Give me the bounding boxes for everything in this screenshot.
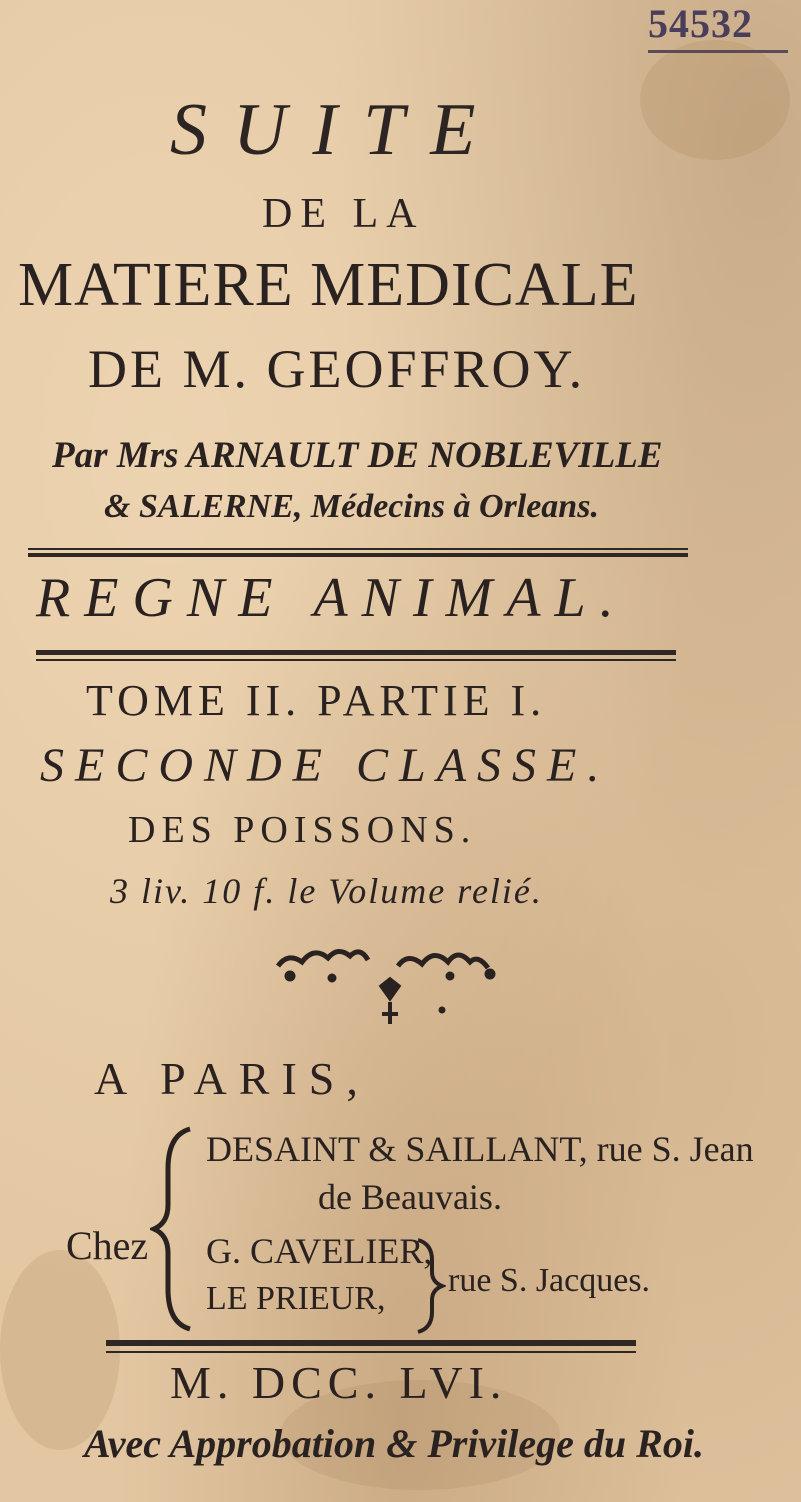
a-paris: A PARIS, [94, 1053, 370, 1104]
printer-le-prieur: LE PRIEUR, [206, 1280, 386, 1317]
title-matiere-medicale: MATIERE MEDICALE [18, 251, 639, 319]
top-rule-thick [28, 553, 688, 557]
middle-rule-thick [36, 650, 676, 655]
printers-ornament [270, 930, 510, 1040]
ornament-center [380, 978, 400, 1000]
authors-line-2: & SALERNE, Médecins à Orleans. [104, 488, 599, 525]
printer-cavelier: G. CAVELIER, [206, 1231, 433, 1271]
printer-desaint-saillant: DESAINT & SAILLANT, rue S. Jean [206, 1129, 754, 1169]
des-poissons: DES POISSONS. [128, 809, 477, 851]
bottom-rule-thick [106, 1340, 636, 1346]
bottom-rule-thin [106, 1351, 636, 1353]
ornament-dot [439, 1007, 445, 1013]
privilege: Avec Approbation & Privilege du Roi. [84, 1421, 704, 1466]
chez: Chez [66, 1223, 149, 1268]
shelfmark-underline [648, 50, 788, 53]
ornament-pendant [382, 1002, 398, 1024]
title-geoffroy: DE M. GEOFFROY. [88, 339, 586, 399]
ornament-dot [328, 974, 336, 982]
ornament-dot [446, 972, 454, 980]
printer-desaint-address: de Beauvais. [318, 1177, 502, 1217]
price: 3 liv. 10 f. le Volume relié. [110, 871, 543, 911]
shelfmark: 54532 [648, 1, 753, 46]
middle-rule-thin [36, 659, 676, 661]
printer-cavelier-address: rue S. Jacques. [448, 1262, 651, 1299]
authors-line-1: Par Mrs ARNAULT DE NOBLEVILLE [52, 435, 663, 476]
ornament-dot [485, 969, 495, 979]
tome-partie: TOME II. PARTIE I. [86, 676, 547, 725]
ornament-left-flourish [278, 951, 368, 966]
paper-stain [640, 40, 790, 160]
regne-animal: REGNE ANIMAL. [36, 567, 628, 629]
title-de-la: DE LA [262, 191, 425, 237]
ornament-right-flourish [398, 955, 488, 968]
date: M. DCC. LVI. [170, 1357, 508, 1408]
seconde-classe: SECONDE CLASSE. [40, 739, 611, 792]
left-brace [150, 1125, 198, 1335]
top-rule-thin [28, 548, 688, 550]
title-suite: SUITE [170, 89, 502, 171]
inner-brace [412, 1236, 446, 1336]
ornament-dot [285, 971, 295, 981]
